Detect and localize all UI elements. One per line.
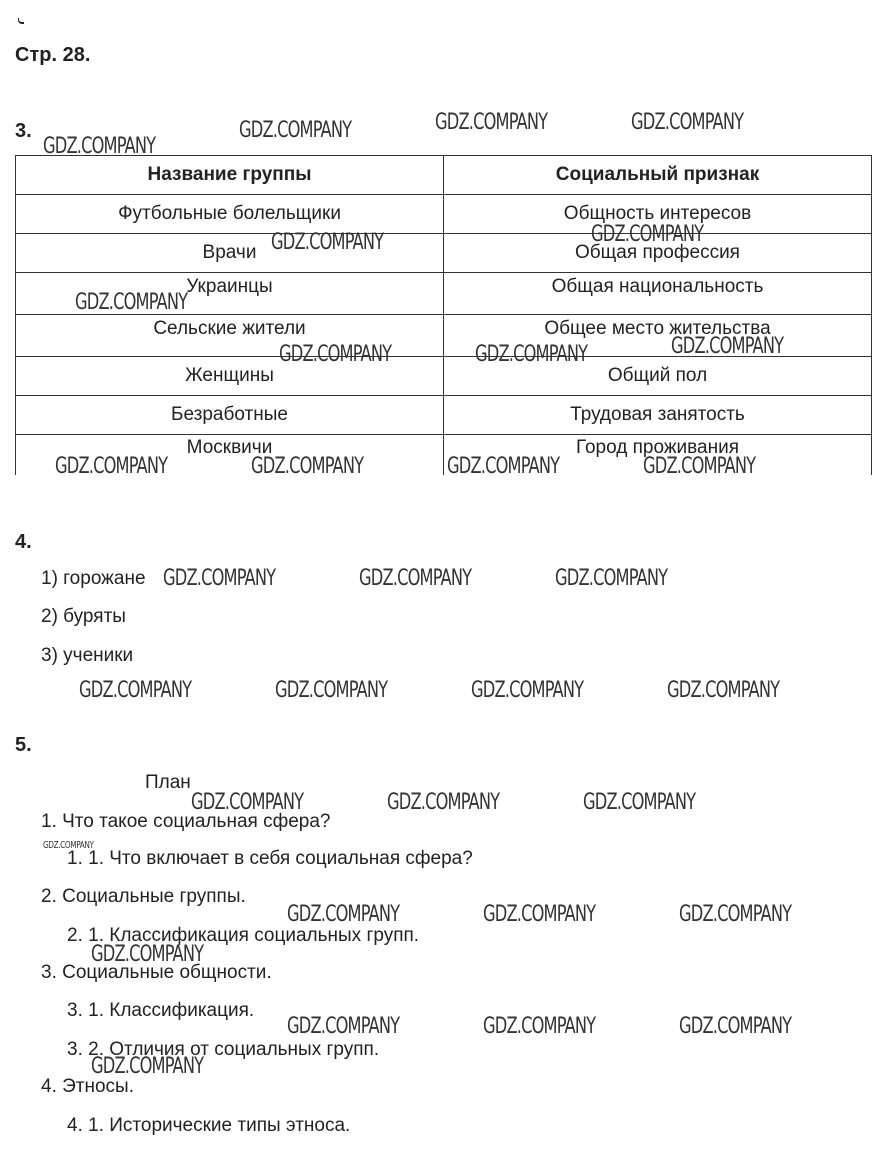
watermark: GDZ.COMPANY — [239, 118, 352, 143]
header-social-feature: Социальный признак — [444, 156, 872, 195]
watermark: GDZ.COMPANY — [643, 454, 756, 479]
task5-number: 5. — [15, 734, 32, 756]
watermark: GDZ.COMPANY — [75, 290, 188, 315]
watermark: GDZ.COMPANY — [555, 566, 668, 591]
watermark: GDZ.COMPANY — [475, 342, 588, 367]
watermark: GDZ.COMPANY — [279, 342, 392, 367]
plan-subitem: 1. 1. Что включает в себя социальная сфера? — [67, 848, 473, 869]
cell-group: Футбольные болельщики — [16, 195, 444, 234]
watermark: GDZ.COMPANY — [483, 902, 596, 927]
watermark: GDZ.COMPANY — [447, 454, 560, 479]
cell-feature: Общий пол — [444, 357, 872, 396]
watermark: GDZ.COMPANY — [679, 1014, 792, 1039]
cell-group: Украинцы — [16, 273, 444, 315]
watermark: GDZ.COMPANY — [359, 566, 472, 591]
page-title: Стр. 28. — [15, 44, 91, 66]
plan-subitem: 3. 1. Классификация. — [67, 1000, 255, 1021]
watermark: GDZ.COMPANY — [387, 790, 500, 815]
cell-group: Москвичи — [16, 435, 444, 476]
table-row — [16, 234, 872, 273]
watermark: GDZ.COMPANY — [471, 678, 584, 703]
cell-feature: Общая профессия — [444, 234, 872, 273]
table-row — [16, 273, 872, 315]
watermark: GDZ.COMPANY — [163, 566, 276, 591]
watermark: GDZ.COMPANY — [91, 942, 204, 967]
plan-subitem: 3. 2. Отличия от социальных групп. — [67, 1039, 380, 1060]
cell-feature: Общая национальность — [444, 273, 872, 315]
plan-item: 3. Социальные общности. — [41, 962, 272, 983]
cell-feature: Общее место жительства — [444, 315, 872, 357]
table-row — [16, 435, 872, 476]
watermark: GDZ.COMPANY — [435, 110, 548, 135]
watermark: GDZ.COMPANY — [251, 454, 364, 479]
watermark: GDZ.COMPANY — [191, 790, 304, 815]
watermark: GDZ.COMPANY — [43, 134, 156, 159]
cell-group: Безработные — [16, 396, 444, 435]
watermark: GDZ.COMPANY — [91, 1054, 204, 1079]
plan-item: 4. Этносы. — [41, 1076, 134, 1097]
watermark: GDZ.COMPANY — [631, 110, 744, 135]
plan-title: План — [145, 772, 191, 793]
task4-item-1: 1) горожане — [41, 568, 146, 589]
cell-group: Женщины — [16, 357, 444, 396]
watermark: GDZ.COMPANY — [43, 840, 94, 851]
cell-group: Сельские жители — [16, 315, 444, 357]
plan-item: 2. Социальные группы. — [41, 886, 246, 907]
plan-item: 1. Что такое социальная сфера? — [41, 811, 331, 832]
task4-item-3: 3) ученики — [41, 645, 134, 666]
watermark: GDZ.COMPANY — [671, 334, 784, 359]
watermark: GDZ.COMPANY — [287, 1014, 400, 1039]
header-group-name: Название группы — [16, 156, 444, 195]
cell-group: Врачи — [16, 234, 444, 273]
table-row — [16, 357, 872, 396]
watermark: GDZ.COMPANY — [275, 678, 388, 703]
task4-number: 4. — [15, 531, 32, 553]
plan-subitem: 2. 1. Классификация социальных групп. — [67, 925, 420, 946]
table-row — [16, 315, 872, 357]
task3-number: 3. — [15, 120, 32, 142]
table-row — [16, 195, 872, 234]
table-row — [16, 396, 872, 435]
cell-feature: Город проживания — [444, 435, 872, 476]
corner-mark — [18, 18, 24, 24]
table-header-row — [16, 156, 872, 195]
task4-item-2: 2) буряты — [41, 606, 126, 627]
watermark: GDZ.COMPANY — [591, 222, 704, 247]
watermark: GDZ.COMPANY — [79, 678, 192, 703]
watermark: GDZ.COMPANY — [271, 230, 384, 255]
watermark: GDZ.COMPANY — [55, 454, 168, 479]
watermark: GDZ.COMPANY — [483, 1014, 596, 1039]
watermark: GDZ.COMPANY — [287, 902, 400, 927]
watermark: GDZ.COMPANY — [667, 678, 780, 703]
watermark: GDZ.COMPANY — [679, 902, 792, 927]
groups-table — [15, 155, 872, 475]
cell-feature: Трудовая занятость — [444, 396, 872, 435]
watermark: GDZ.COMPANY — [583, 790, 696, 815]
cell-feature: Общность интересов — [444, 195, 872, 234]
plan-subitem: 4. 1. Исторические типы этноса. — [67, 1115, 351, 1136]
